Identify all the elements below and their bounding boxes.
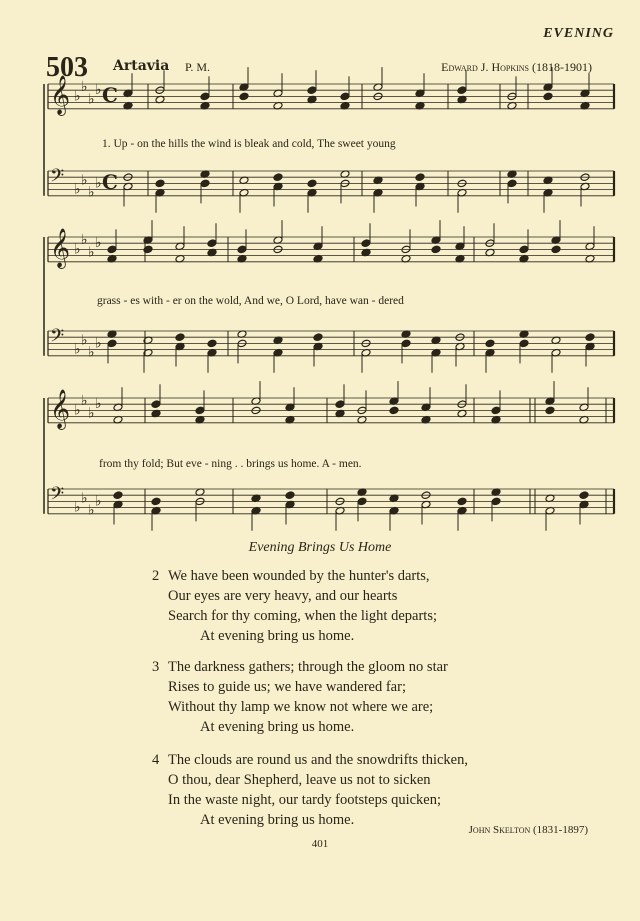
flat-sign-icon: ♭ bbox=[81, 232, 88, 249]
flat-sign-icon: ♭ bbox=[95, 335, 102, 352]
note-head bbox=[151, 400, 161, 409]
flat-sign-icon: ♭ bbox=[88, 184, 95, 201]
note-head bbox=[207, 239, 217, 248]
lyric-line-2: grass - es with - er on the wold, And we, O Lord, have wan - dered bbox=[97, 295, 404, 307]
song-title: Evening Brings Us Home bbox=[248, 540, 392, 555]
note-head bbox=[200, 179, 210, 188]
flat-sign-icon: ♭ bbox=[88, 502, 95, 519]
flat-sign-icon: ♭ bbox=[74, 499, 81, 516]
verse-number: 2 bbox=[152, 568, 160, 584]
lyric-line-1: 1. Up - on the hills the wind is bleak and cold, The sweet young bbox=[102, 138, 396, 150]
note-head bbox=[151, 497, 161, 506]
flat-sign-icon: ♭ bbox=[81, 490, 88, 507]
flat-sign-icon: ♭ bbox=[74, 341, 81, 358]
flat-sign-icon: ♭ bbox=[95, 396, 102, 413]
flat-sign-icon: ♭ bbox=[74, 241, 81, 258]
verse-line: Our eyes are very heavy, and our hearts bbox=[168, 588, 398, 604]
flat-sign-icon: ♭ bbox=[81, 172, 88, 189]
flat-sign-icon: ♭ bbox=[74, 181, 81, 198]
note-head bbox=[107, 245, 117, 254]
bass-clef-icon: 𝄢 bbox=[50, 166, 65, 191]
note-head bbox=[340, 92, 350, 101]
note-head bbox=[579, 491, 589, 500]
note-head bbox=[307, 86, 317, 95]
composer: Edward J. Hopkins (1818-1901) bbox=[441, 60, 592, 74]
note-head bbox=[207, 339, 217, 348]
note-head bbox=[237, 245, 247, 254]
verse-line: In the waste night, our tardy footsteps quicken; bbox=[168, 792, 442, 808]
author: John Skelton (1831-1897) bbox=[468, 824, 588, 836]
note-head bbox=[457, 497, 467, 506]
meter: P. M. bbox=[185, 60, 211, 74]
note-head bbox=[285, 491, 295, 500]
flat-sign-icon: ♭ bbox=[74, 88, 81, 105]
verse-number: 4 bbox=[152, 752, 160, 768]
flat-sign-icon: ♭ bbox=[88, 244, 95, 261]
treble-clef-icon: 𝄞 bbox=[50, 75, 71, 115]
hymn-number: 503 bbox=[46, 52, 88, 83]
verse-line: The clouds are round us and the snowdrifts thicken, bbox=[168, 752, 468, 768]
verse-line: The darkness gathers; through the gloom no star bbox=[168, 659, 448, 675]
note-head bbox=[491, 497, 501, 506]
verse-line: At evening bring us home. bbox=[200, 812, 355, 828]
note-head bbox=[457, 86, 467, 95]
lyric-line-3: from thy fold; But eve - ning . . brings us home. A - men. bbox=[99, 458, 362, 470]
note-head bbox=[239, 92, 249, 101]
treble-clef-icon: 𝄞 bbox=[50, 389, 71, 429]
note-head bbox=[545, 406, 555, 415]
note-head bbox=[507, 179, 517, 188]
note-head bbox=[519, 245, 529, 254]
flat-sign-icon: ♭ bbox=[95, 175, 102, 192]
note-head bbox=[155, 179, 165, 188]
treble-clef-icon: 𝄞 bbox=[50, 228, 71, 268]
note-head bbox=[389, 406, 399, 415]
page-number: 401 bbox=[311, 838, 329, 850]
time-signature: C bbox=[102, 83, 118, 107]
verse-line: Rises to guide us; we have wandered far; bbox=[168, 679, 406, 695]
tune-name: Artavia bbox=[113, 58, 170, 74]
note-head bbox=[200, 92, 210, 101]
verse-number: 3 bbox=[152, 659, 160, 675]
bass-clef-icon: 𝄢 bbox=[50, 326, 65, 351]
note-head bbox=[357, 497, 367, 506]
note-head bbox=[175, 333, 185, 342]
note-head bbox=[107, 339, 117, 348]
verse-line: At evening bring us home. bbox=[200, 628, 355, 644]
note-head bbox=[491, 406, 501, 415]
flat-sign-icon: ♭ bbox=[88, 91, 95, 108]
flat-sign-icon: ♭ bbox=[95, 235, 102, 252]
note-head bbox=[361, 239, 371, 248]
flat-sign-icon: ♭ bbox=[95, 493, 102, 510]
note-head bbox=[335, 400, 345, 409]
verse-line: We have been wounded by the hunter's darts, bbox=[168, 568, 430, 584]
note-head bbox=[273, 173, 283, 182]
note-head bbox=[485, 339, 495, 348]
verse-line: At evening bring us home. bbox=[200, 719, 355, 735]
flat-sign-icon: ♭ bbox=[88, 344, 95, 361]
note-head bbox=[519, 339, 529, 348]
note-head bbox=[195, 406, 205, 415]
flat-sign-icon: ♭ bbox=[88, 405, 95, 422]
section-title: EVENING bbox=[543, 26, 614, 41]
verse-4 bbox=[152, 750, 468, 830]
note-head bbox=[113, 491, 123, 500]
note-head bbox=[313, 333, 323, 342]
verse-line: Search for thy coming, when the light departs; bbox=[168, 608, 437, 624]
flat-sign-icon: ♭ bbox=[81, 79, 88, 96]
bass-clef-icon: 𝄢 bbox=[50, 484, 65, 509]
flat-sign-icon: ♭ bbox=[74, 402, 81, 419]
note-head bbox=[543, 92, 553, 101]
note-head bbox=[415, 173, 425, 182]
flat-sign-icon: ♭ bbox=[95, 82, 102, 99]
verse-3 bbox=[152, 657, 448, 737]
time-signature: C bbox=[102, 170, 118, 194]
flat-sign-icon: ♭ bbox=[81, 393, 88, 410]
note-head bbox=[401, 339, 411, 348]
note-head bbox=[431, 245, 441, 254]
flat-sign-icon: ♭ bbox=[81, 332, 88, 349]
note-head bbox=[307, 179, 317, 188]
note-head bbox=[551, 245, 561, 254]
verse-line: Without thy lamp we know not where we are; bbox=[168, 699, 434, 715]
note-head bbox=[585, 333, 595, 342]
verse-2 bbox=[152, 566, 437, 646]
verse-line: O thou, dear Shepherd, leave us not to sicken bbox=[168, 772, 431, 788]
